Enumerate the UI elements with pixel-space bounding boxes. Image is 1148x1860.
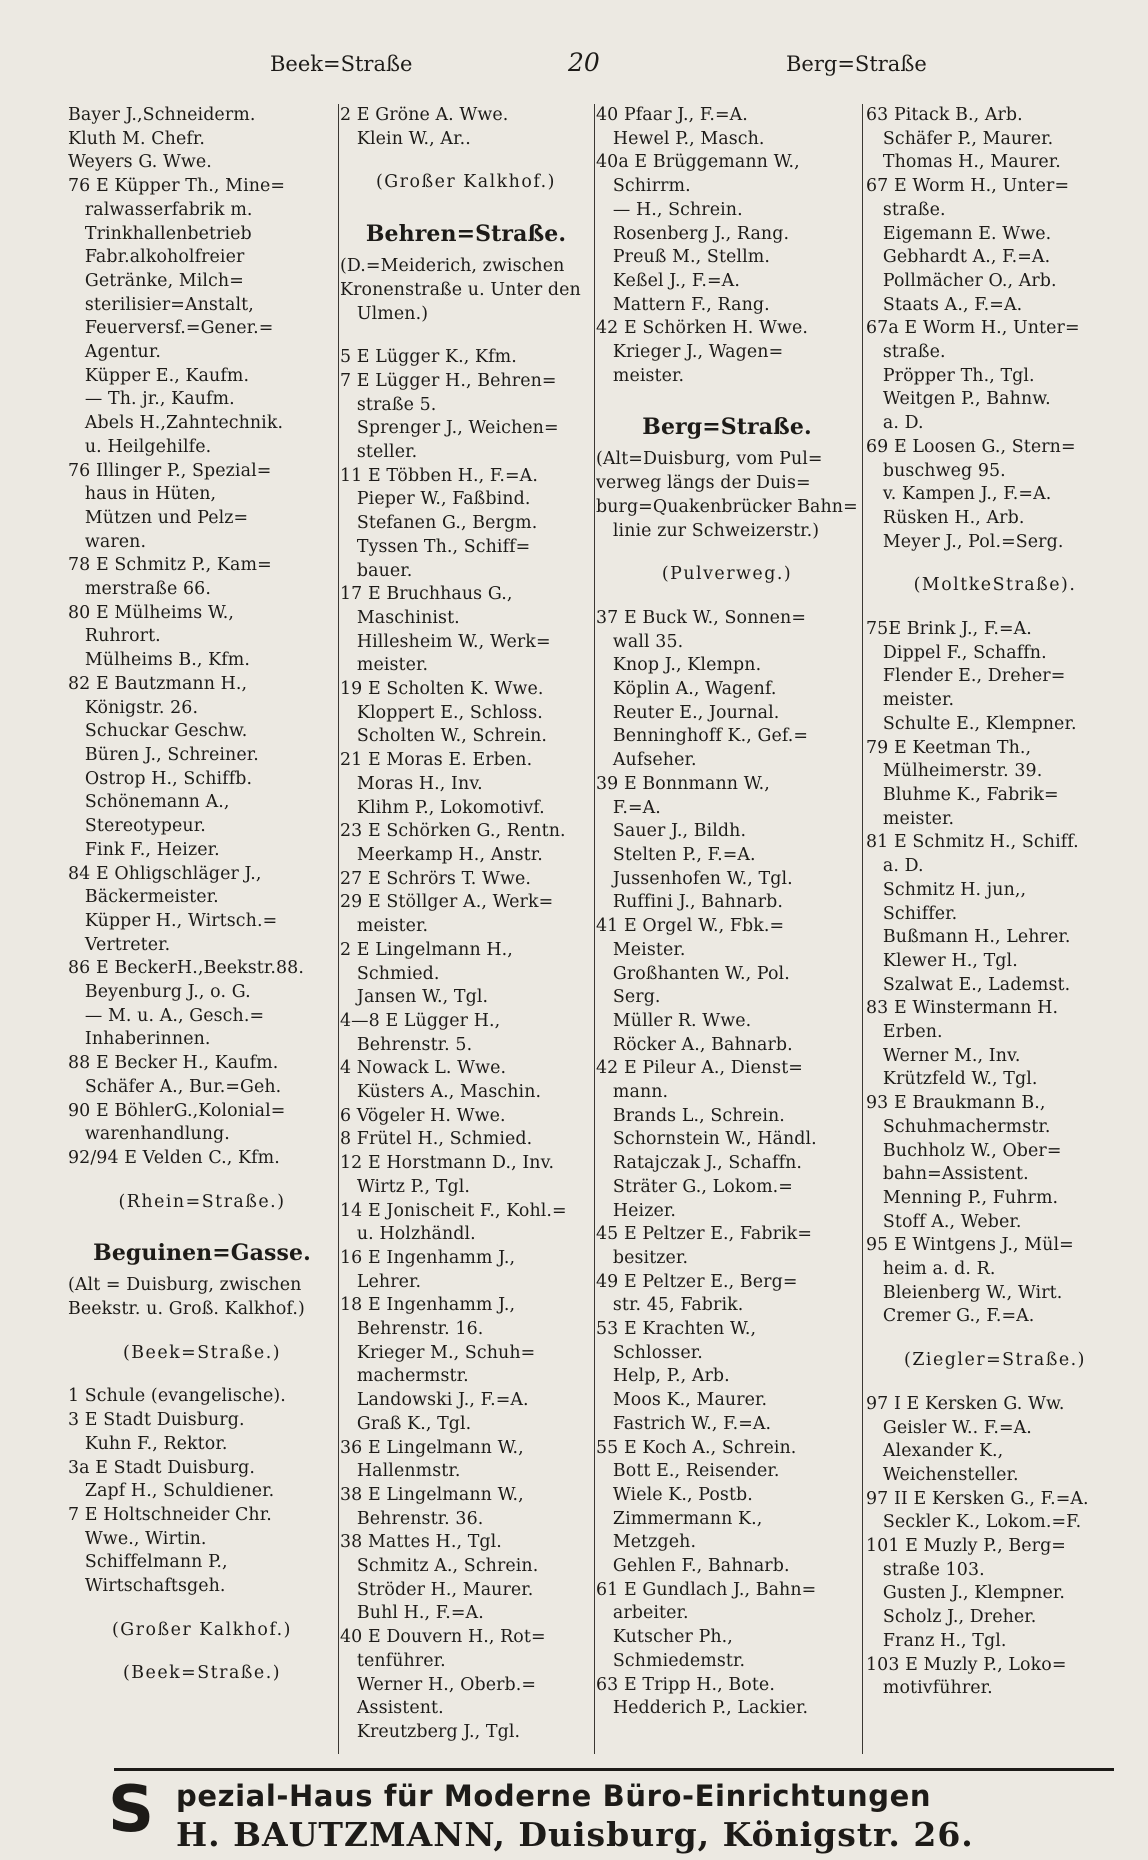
directory-entry: Thomas H., Maurer. <box>866 152 1061 173</box>
directory-entry: 40 Pfaar J., F.=A. <box>596 105 748 125</box>
directory-entry: Schmiedemstr. <box>596 1650 746 1671</box>
street-heading: Berg=Straße. <box>642 414 812 441</box>
directory-entry: Maschinist. <box>340 607 460 628</box>
directory-entry: 27 E Schrörs T. Wwe. <box>340 868 531 889</box>
directory-entry: Schiffelmann P., <box>68 1552 228 1573</box>
directory-entry: Franz H., Tgl. <box>866 1630 1007 1651</box>
directory-entry: Röcker A., Bahnarb. <box>596 1034 793 1055</box>
directory-entry: 7 E Holtschneider Chr. <box>68 1504 272 1525</box>
directory-entry: machermstr. <box>340 1366 469 1387</box>
directory-entry: 63 E Tripp H., Bote. <box>596 1674 775 1695</box>
directory-entry: 80 E Mülheims W., <box>68 602 235 623</box>
directory-entry: Kuhn F., Rektor. <box>68 1433 228 1454</box>
directory-entry: Fabr.alkoholfreier <box>68 247 245 268</box>
directory-entry: Meister. <box>596 939 686 960</box>
directory-entry: steller. <box>340 442 418 463</box>
spacer <box>866 1373 1124 1393</box>
directory-entry: 53 E Krachten W., <box>596 1319 757 1340</box>
spacer <box>340 151 592 171</box>
directory-entry: 11 E Többen H., F.=A. <box>340 465 538 486</box>
directory-entry: Bußmann H., Lehrer. <box>866 927 1071 948</box>
spacer <box>596 543 858 563</box>
directory-entry: Küpper E., Kaufm. <box>68 365 250 386</box>
directory-entry: Schiffer. <box>866 903 958 924</box>
directory-entry: Geisler W.. F.=A. <box>866 1417 1032 1438</box>
directory-entry: Ostrop H., Schiffb. <box>68 768 253 789</box>
directory-entry: Pollmächer O., Arb. <box>866 270 1057 291</box>
spacer <box>866 1329 1124 1349</box>
directory-entry: Weyers G. Wwe. <box>68 152 212 173</box>
spacer <box>596 587 858 607</box>
directory-entry: 21 E Moras E. Erben. <box>340 750 533 771</box>
directory-entry: 82 E Bautzmann H., <box>68 673 248 694</box>
directory-entry: Graß K., Tgl. <box>340 1413 472 1434</box>
directory-entry: 92/94 E Velden C., Kfm. <box>68 1147 280 1168</box>
directory-entry: heim a. d. R. <box>866 1259 996 1280</box>
directory-entry: Alexander K., <box>866 1441 1004 1462</box>
directory-entry: arbeiter. <box>596 1603 689 1624</box>
directory-entry: Bleienberg W., Wirt. <box>866 1282 1063 1303</box>
directory-entry: Bluhme K., Fabrik= <box>866 784 1059 805</box>
directory-entry: 75E Brink J., F.=A. <box>866 619 1032 640</box>
directory-entry: Stoff A., Weber. <box>866 1211 1022 1232</box>
directory-entry: 42 E Schörken H. Wwe. <box>596 318 808 339</box>
directory-entry: 95 E Wintgens J., Mül= <box>866 1235 1074 1256</box>
directory-entry: meister. <box>866 808 955 829</box>
directory-entry: Zimmermann K., <box>596 1508 763 1529</box>
directory-entry: Moras H., Inv. <box>340 773 483 794</box>
directory-entry: Meerkamp H., Anstr. <box>340 844 543 865</box>
column-divider <box>862 104 863 1754</box>
directory-entry: Mützen und Pelz= <box>68 507 249 528</box>
directory-entry: Feuerversf.=Gener.= <box>68 318 274 339</box>
directory-entry: — Th. jr., Kaufm. <box>68 389 235 410</box>
directory-entry: u. Heilgehilfe. <box>68 436 212 457</box>
directory-entry: motivführer. <box>866 1678 993 1699</box>
directory-entry: Seckler K., Lokom.=F. <box>866 1512 1082 1533</box>
directory-entry: Bäckermeister. <box>68 887 219 908</box>
directory-entry: v. Kampen J., F.=A. <box>866 484 1052 505</box>
spacer <box>68 1365 336 1385</box>
directory-entry: 63 Pitack B., Arb. <box>866 105 1023 125</box>
directory-entry: Behrenstr. 16. <box>340 1319 484 1340</box>
directory-entry: Behrenstr. 36. <box>340 1508 484 1529</box>
directory-entry: wall 35. <box>596 631 684 652</box>
spacer <box>596 388 858 408</box>
spacer <box>68 1214 336 1234</box>
directory-entry: 93 E Braukmann B., <box>866 1093 1046 1114</box>
directory-entry: Schornstein W., Händl. <box>596 1129 817 1150</box>
directory-entry: 101 E Muzly P., Berg= <box>866 1536 1066 1557</box>
directory-entry: Jussenhofen W., Tgl. <box>596 868 793 889</box>
directory-entry: 41 E Orgel W., Fbk.= <box>596 916 785 937</box>
spacer <box>866 598 1124 618</box>
directory-entry: Pröpper Th., Tgl. <box>866 365 1035 386</box>
directory-entry: Inhaberinnen. <box>68 1029 211 1050</box>
directory-entry: Weitgen P., Bahnw. <box>866 389 1051 410</box>
directory-entry: 16 E Ingenhamm J., <box>340 1247 516 1268</box>
directory-entry: Gusten J., Klempner. <box>866 1583 1066 1604</box>
directory-entry: 4 Nowack L. Wwe. <box>340 1058 507 1079</box>
directory-entry: Bott E., Reisender. <box>596 1461 780 1482</box>
cross-street-note: (Ziegler=Straße.) <box>904 1350 1086 1371</box>
column-4 <box>866 104 1124 1754</box>
directory-entry: Meyer J., Pol.=Serg. <box>866 531 1064 552</box>
directory-entry: Mattern F., Rang. <box>596 294 770 315</box>
directory-entry: Beekstr. u. Groß. Kalkhof.) <box>68 1299 305 1320</box>
directory-entry: Krieger M., Schuh= <box>340 1342 536 1363</box>
directory-entry: Serg. <box>596 987 661 1008</box>
directory-entry: 3a E Stadt Duisburg. <box>68 1457 256 1478</box>
directory-entry: Klein W., Ar.. <box>340 128 471 149</box>
directory-entry: 61 E Gundlach J., Bahn= <box>596 1579 817 1600</box>
directory-entry: waren. <box>68 531 147 552</box>
directory-entry: str. 45, Fabrik. <box>596 1295 744 1316</box>
directory-entry: Vertreter. <box>68 934 171 955</box>
directory-entry: Landowski J., F.=A. <box>340 1390 529 1411</box>
directory-entry: Scholten W., Schrein. <box>340 726 548 747</box>
directory-entry: 97 I E Kersken G. Ww. <box>866 1393 1065 1414</box>
directory-entry: Rosenberg J., Rang. <box>596 223 790 244</box>
directory-entry: Benninghoff K., Gef.= <box>596 726 809 747</box>
column-1 <box>68 104 336 1754</box>
directory-entry: 2 E Lingelmann H., <box>340 939 513 960</box>
directory-entry: 69 E Loosen G., Stern= <box>866 436 1076 457</box>
directory-entry: Abels H.,Zahntechnik. <box>68 413 284 434</box>
directory-entry: 40 E Douvern H., Rot= <box>340 1627 546 1648</box>
directory-entry: a. D. <box>866 856 924 877</box>
directory-entry: Ulmen.) <box>340 303 429 324</box>
directory-entry: Beyenburg J., o. G. <box>68 982 251 1003</box>
spacer <box>340 195 592 215</box>
directory-entry: Werner H., Oberb.= <box>340 1674 537 1695</box>
directory-entry: 17 E Bruchhaus G., <box>340 584 513 605</box>
directory-entry: Klewer H., Tgl. <box>866 950 1018 971</box>
directory-entry: Schmitz H. jun,, <box>866 879 1027 900</box>
directory-entry: Schmitz A., Schrein. <box>340 1556 539 1577</box>
directory-entry: Kutscher Ph., <box>596 1627 733 1648</box>
spacer <box>68 1599 336 1619</box>
directory-entry: Königstr. 26. <box>68 697 199 718</box>
spacer <box>866 554 1124 574</box>
directory-entry: Weichensteller. <box>866 1464 1019 1485</box>
directory-entry: 81 E Schmitz H., Schiff. <box>866 832 1079 853</box>
directory-entry: Heizer. <box>596 1200 676 1221</box>
directory-entry: Hedderich P., Lackier. <box>596 1698 809 1719</box>
directory-entry: besitzer. <box>596 1247 689 1268</box>
directory-entry: 23 E Schörken G., Rentn. <box>340 821 566 842</box>
directory-entry: Staats A., F.=A. <box>866 294 1023 315</box>
cross-street-note: (Großer Kalkhof.) <box>376 172 556 193</box>
header-left-street: Beek=Straße <box>270 52 413 76</box>
directory-entry: straße. <box>866 199 946 220</box>
directory-entry: Schlosser. <box>596 1342 703 1363</box>
directory-entry: Ruhrort. <box>68 626 161 647</box>
directory-entry: (Alt=Duisburg, vom Pul= <box>596 449 823 470</box>
directory-entry: 67 E Worm H., Unter= <box>866 176 1070 197</box>
directory-entry: Stelten P., F.=A. <box>596 844 756 865</box>
ad-line-2: H. BAUTZMANN, Duisburg, Königstr. 26. <box>176 1815 974 1854</box>
ad-initial: S <box>108 1773 155 1847</box>
directory-entry: Stefanen G., Bergm. <box>340 513 538 534</box>
directory-entry: Wirtschaftsgeh. <box>68 1576 226 1597</box>
cross-street-note: (Pulverweg.) <box>661 564 793 585</box>
directory-entry: Schuhmachermstr. <box>866 1116 1051 1137</box>
directory-entry: u. Holzhändl. <box>340 1224 476 1245</box>
directory-entry: — H., Schrein. <box>596 199 743 220</box>
directory-entry: 38 E Lingelmann W., <box>340 1484 524 1505</box>
directory-entry: ralwasserfabrik m. <box>68 199 253 220</box>
cross-street-note: (Rhein=Straße.) <box>118 1191 286 1212</box>
directory-entry: Schäfer A., Bur.=Geh. <box>68 1076 282 1097</box>
directory-entry: Aufseher. <box>596 750 697 771</box>
directory-entry: Fastrich W., F.=A. <box>596 1413 772 1434</box>
directory-entry: 3 E Stadt Duisburg. <box>68 1410 245 1431</box>
street-heading: Beguinen=Gasse. <box>93 1240 311 1267</box>
directory-entry: Menning P., Fuhrm. <box>866 1187 1059 1208</box>
directory-entry: Erben. <box>866 1022 943 1043</box>
directory-entry: 55 E Koch A., Schrein. <box>596 1437 797 1458</box>
directory-entry: Hillesheim W., Werk= <box>340 631 551 652</box>
directory-entry: Eigemann E. Wwe. <box>866 223 1052 244</box>
directory-entry: linie zur Schweizerstr.) <box>596 520 820 541</box>
directory-entry: (Alt = Duisburg, zwischen <box>68 1275 302 1296</box>
directory-entry: 29 E Stöllger A., Werk= <box>340 892 554 913</box>
directory-entry: Knop J., Klempn. <box>596 655 762 676</box>
directory-entry: bauer. <box>340 560 413 581</box>
directory-entry: Keßel J., F.=A. <box>596 270 740 291</box>
directory-entry: Müller R. Wwe. <box>596 1010 752 1031</box>
directory-entry: Schönemann A., <box>68 792 230 813</box>
directory-entry: Schmied. <box>340 963 440 984</box>
directory-entry: Zapf H., Schuldiener. <box>68 1481 275 1502</box>
directory-entry: Reuter E., Journal. <box>596 702 780 723</box>
directory-entry: haus in Hüten, <box>68 484 217 505</box>
column-3 <box>596 104 858 1754</box>
directory-entry: (D.=Meiderich, zwischen <box>340 256 565 277</box>
directory-entry: 103 E Muzly P., Loko= <box>866 1654 1067 1675</box>
directory-entry: 40a E Brüggemann W., <box>596 152 800 173</box>
directory-entry: Hallenmstr. <box>340 1461 461 1482</box>
directory-entry: bahn=Assistent. <box>866 1164 1029 1185</box>
directory-entry: Sprenger J., Weichen= <box>340 418 559 439</box>
directory-entry: 76 E Küpper Th., Mine= <box>68 176 286 197</box>
directory-entry: Schirrm. <box>596 176 691 197</box>
directory-entry: Trinkhallenbetrieb <box>68 223 252 244</box>
directory-entry: Fink F., Heizer. <box>68 839 220 860</box>
directory-entry: Assistent. <box>340 1698 444 1719</box>
directory-entry: 6 Vögeler H. Wwe. <box>340 1105 506 1126</box>
spacer <box>340 326 592 346</box>
directory-entry: 1 Schule (evangelische). <box>68 1386 286 1407</box>
header-right-street: Berg=Straße <box>786 52 927 76</box>
directory-entry: Jansen W., Tgl. <box>340 987 489 1008</box>
column-divider <box>338 104 339 1754</box>
directory-entry: Metzgeh. <box>596 1532 697 1553</box>
directory-entry: 2 E Gröne A. Wwe. <box>340 105 509 125</box>
directory-entry: Ströder H., Maurer. <box>340 1579 534 1600</box>
directory-entry: 45 E Peltzer E., Fabrik= <box>596 1224 812 1245</box>
directory-entry: 36 E Lingelmann W., <box>340 1437 524 1458</box>
directory-entry: 18 E Ingenhamm J., <box>340 1295 516 1316</box>
column-2 <box>340 104 592 1754</box>
directory-entry: 78 E Schmitz P., Kam= <box>68 555 272 576</box>
directory-entry: straße 103. <box>866 1559 985 1580</box>
directory-entry: Hewel P., Masch. <box>596 128 765 149</box>
directory-entry: Küsters A., Maschin. <box>340 1082 542 1103</box>
directory-entry: merstraße 66. <box>68 579 211 600</box>
column-divider <box>594 104 595 1754</box>
cross-street-note: (Großer Kalkhof.) <box>112 1619 292 1640</box>
directory-entry: Ratajczak J., Schaffn. <box>596 1153 803 1174</box>
directory-entry: Kluth M. Chefr. <box>68 128 205 149</box>
directory-entry: meister. <box>340 916 429 937</box>
directory-entry: Werner M., Inv. <box>866 1045 1021 1066</box>
directory-entry: Sträter G., Lokom.= <box>596 1176 793 1197</box>
directory-entry: 14 E Jonischeit F., Kohl.= <box>340 1200 567 1221</box>
ad-line-1: pezial-Haus für Moderne Büro-Einrichtungen <box>176 1779 932 1813</box>
directory-entry: Pieper W., Faßbind. <box>340 489 531 510</box>
directory-entry: Dippel F., Schaffn. <box>866 642 1047 663</box>
directory-entry: 88 E Becker H., Kaufm. <box>68 1053 279 1074</box>
cross-street-note: (Beek=Straße.) <box>122 1663 282 1684</box>
directory-entry: Ruffini J., Bahnarb. <box>596 892 783 913</box>
directory-entry: Cremer G., F.=A. <box>866 1306 1035 1327</box>
directory-entry: sterilisier=Anstalt, <box>68 294 254 315</box>
directory-entry: Küpper H., Wirtsch.= <box>68 910 278 931</box>
directory-entry: F.=A. <box>596 797 661 818</box>
directory-entry: straße 5. <box>340 394 437 415</box>
directory-entry: 12 E Horstmann D., Inv. <box>340 1153 555 1174</box>
directory-entry: Wiele K., Postb. <box>596 1484 753 1505</box>
page-number: 20 <box>568 48 600 77</box>
directory-entry: Büren J., Schreiner. <box>68 744 259 765</box>
directory-entry: 38 Mattes H., Tgl. <box>340 1532 502 1553</box>
directory-entry: 19 E Scholten K. Wwe. <box>340 679 544 700</box>
directory-entry: 86 E BeckerH.,Beekstr.88. <box>68 958 304 979</box>
directory-entry: Wirtz P., Tgl. <box>340 1176 470 1197</box>
directory-entry: Scholz J., Dreher. <box>866 1607 1037 1628</box>
street-heading: Behren=Straße. <box>365 221 567 248</box>
directory-entry: Szalwat E., Lademst. <box>866 974 1071 995</box>
directory-entry: Mülheims B., Kfm. <box>68 650 250 671</box>
directory-entry: 83 E Winstermann H. <box>866 998 1059 1019</box>
directory-entry: 5 E Lügger K., Kfm. <box>340 347 517 368</box>
directory-entry: Kreutzberg J., Tgl. <box>340 1722 521 1742</box>
directory-entry: Lehrer. <box>340 1271 422 1292</box>
directory-entry: Wwe., Wirtin. <box>68 1528 207 1549</box>
directory-entry: Gehlen F., Bahnarb. <box>596 1556 790 1577</box>
directory-entry: Tyssen Th., Schiff= <box>340 536 531 557</box>
directory-entry: Sauer J., Bildh. <box>596 821 747 842</box>
directory-entry: 8 Frütel H., Schmied. <box>340 1129 533 1150</box>
directory-entry: — M. u. A., Gesch.= <box>68 1005 265 1026</box>
directory-entry: Kloppert E., Schloss. <box>340 702 543 723</box>
directory-entry: 84 E Ohligschläger J., <box>68 863 262 884</box>
directory-entry: 42 E Pileur A., Dienst= <box>596 1058 803 1079</box>
directory-entry: burg=Quakenbrücker Bahn= <box>596 496 858 517</box>
directory-entry: Kronenstraße u. Unter den <box>340 279 581 300</box>
directory-entry: Getränke, Milch= <box>68 270 244 291</box>
directory-entry: 37 E Buck W., Sonnen= <box>596 607 807 628</box>
advertisement-footer <box>108 1768 1114 1857</box>
directory-entry: warenhandlung. <box>68 1124 230 1145</box>
directory-entry: Moos K., Maurer. <box>596 1390 768 1411</box>
spacer <box>68 1642 336 1662</box>
directory-entry: Help, P., Arb. <box>596 1366 730 1387</box>
spacer <box>68 1171 336 1191</box>
directory-entry: Schäfer P., Maurer. <box>866 128 1054 149</box>
directory-entry: meister. <box>340 655 429 676</box>
directory-entry: Schulte E., Klempner. <box>866 713 1077 734</box>
directory-entry: Gebhardt A., F.=A. <box>866 247 1051 268</box>
directory-entry: verweg längs der Duis= <box>596 473 811 494</box>
directory-entry: 7 E Lügger H., Behren= <box>340 370 557 391</box>
directory-entry: meister. <box>596 365 685 386</box>
directory-entry: Rüsken H., Arb. <box>866 507 1025 528</box>
directory-entry: Preuß M., Stellm. <box>596 247 770 268</box>
directory-entry: Agentur. <box>68 342 161 363</box>
directory-entry: a. D. <box>866 413 924 434</box>
directory-entry: Krützfeld W., Tgl. <box>866 1069 1038 1090</box>
directory-entry: meister. <box>866 690 955 711</box>
directory-entry: Bayer J.,Schneiderm. <box>68 105 256 125</box>
directory-entry: mann. <box>596 1082 669 1103</box>
directory-entry: Schuckar Geschw. <box>68 721 248 742</box>
directory-entry: 49 E Peltzer E., Berg= <box>596 1271 798 1292</box>
directory-entry: 76 Illinger P., Spezial= <box>68 460 272 481</box>
directory-entry: Köplin A., Wagenf. <box>596 679 777 700</box>
cross-street-note: (Beek=Straße.) <box>122 1342 282 1363</box>
directory-entry: 90 E BöhlerG.,Kolonial= <box>68 1100 286 1121</box>
directory-entry: buschweg 95. <box>866 460 1006 481</box>
directory-entry: tenführer. <box>340 1650 446 1671</box>
directory-entry: Mülheimerstr. 39. <box>866 761 1043 782</box>
directory-entry: straße. <box>866 342 946 363</box>
directory-entry: Stereotypeur. <box>68 816 206 837</box>
spacer <box>68 1322 336 1342</box>
directory-entry: 39 E Bonnmann W., <box>596 773 770 794</box>
directory-entry: Großhanten W., Pol. <box>596 963 790 984</box>
directory-entry: Buhl H., F.=A. <box>340 1603 484 1624</box>
directory-entry: Krieger J., Wagen= <box>596 342 784 363</box>
directory-entry: Buchholz W., Ober= <box>866 1140 1062 1161</box>
directory-entry: Behrenstr. 5. <box>340 1034 473 1055</box>
cross-street-note: (MoltkeStraße). <box>913 575 1077 596</box>
directory-entry: 97 II E Kersken G., F.=A. <box>866 1488 1089 1509</box>
directory-entry: 67a E Worm H., Unter= <box>866 318 1080 339</box>
directory-entry: Flender E., Dreher= <box>866 666 1066 687</box>
directory-entry: Brands L., Schrein. <box>596 1105 785 1126</box>
directory-entry: Klihm P., Lokomotivf. <box>340 797 545 818</box>
page-header <box>0 48 1148 92</box>
directory-entry: 4—8 E Lügger H., <box>340 1010 501 1031</box>
directory-entry: 79 E Keetman Th., <box>866 737 1032 758</box>
